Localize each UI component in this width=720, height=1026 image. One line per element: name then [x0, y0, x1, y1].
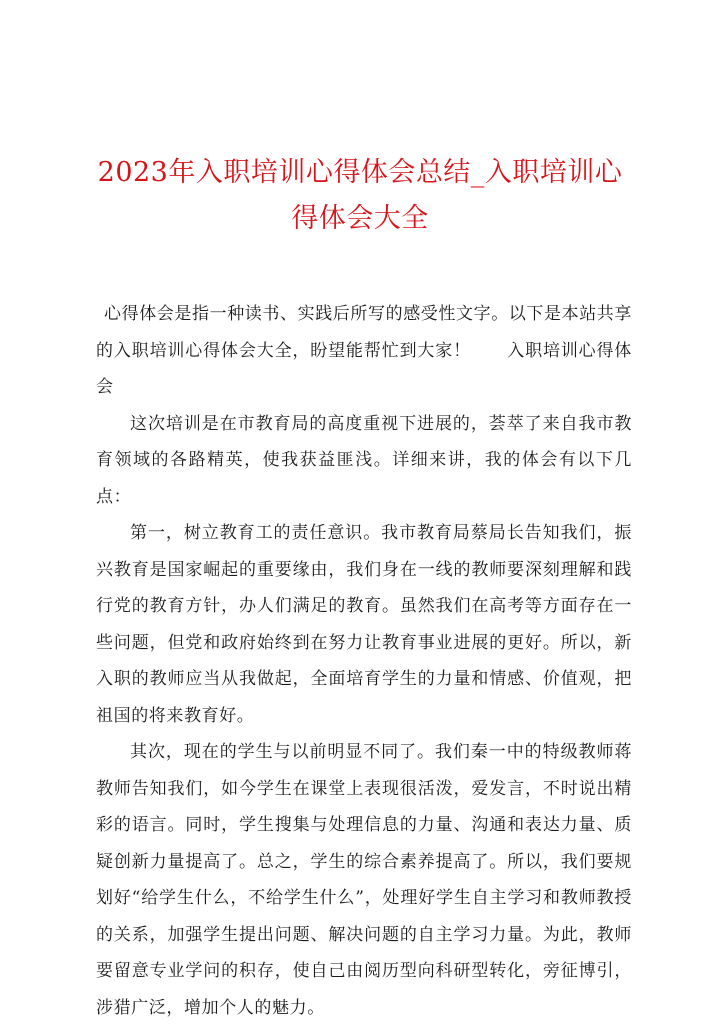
- body-paragraph-1: 这次培训是在市教育局的高度重视下进展的，荟萃了来自我市教育领域的各路精英，使我获益匪浅。详细来讲，我的体会有以下几点：: [96, 413, 632, 507]
- document-body: [96, 296, 632, 1026]
- body-paragraph-3: 其次，现在的学生与以前明显不同了。我们秦一中的特级教师蒋教师告知我们，如今学生在课堂上表现很活泼，爱发言，不时说出精彩的语言。同时，学生搜集与处理信息的力量、沟通和表达力量、质疑创新力量提高了。总之，学生的综合素养提高了。所以，我们要规划好“给学生什么，不给学生什么”，处理好学生自主学习和教师教授的关系，加强学生提出问题、解决问题的自主学习力量。为此，教师要留意专业学问的积存，使自己由阅历型向科研型转化，旁征博引，涉猎广泛，增加个人的魅力。: [96, 742, 632, 1018]
- intro-paragraph: [96, 296, 632, 406]
- page-title: 2023年入职培训心得体会总结_入职培训心得体会大全: [97, 157, 623, 234]
- intro-subheading: 入职培训心得体会: [96, 340, 632, 397]
- intro-text: 心得体会是指一种读书、实践后所写的感受性文字。以下是本站共享的入职培训心得体会大全，盼望能帮忙到大家！: [96, 304, 632, 361]
- body-paragraph-2: 第一，树立教育工的责任意识。我市教育局蔡局长告知我们，振兴教育是国家崛起的重要缘由，我们身在一线的教师要深刻理解和践行党的教育方针，办人们满足的教育。虽然我们在高考等方面存在一些问题，但党和政府始终到在努力让教育事业进展的更好。所以，新入职的教师应当从我做起，全面培育学生的力量和情感、价值观，把祖国的将来教育好。: [96, 523, 632, 726]
